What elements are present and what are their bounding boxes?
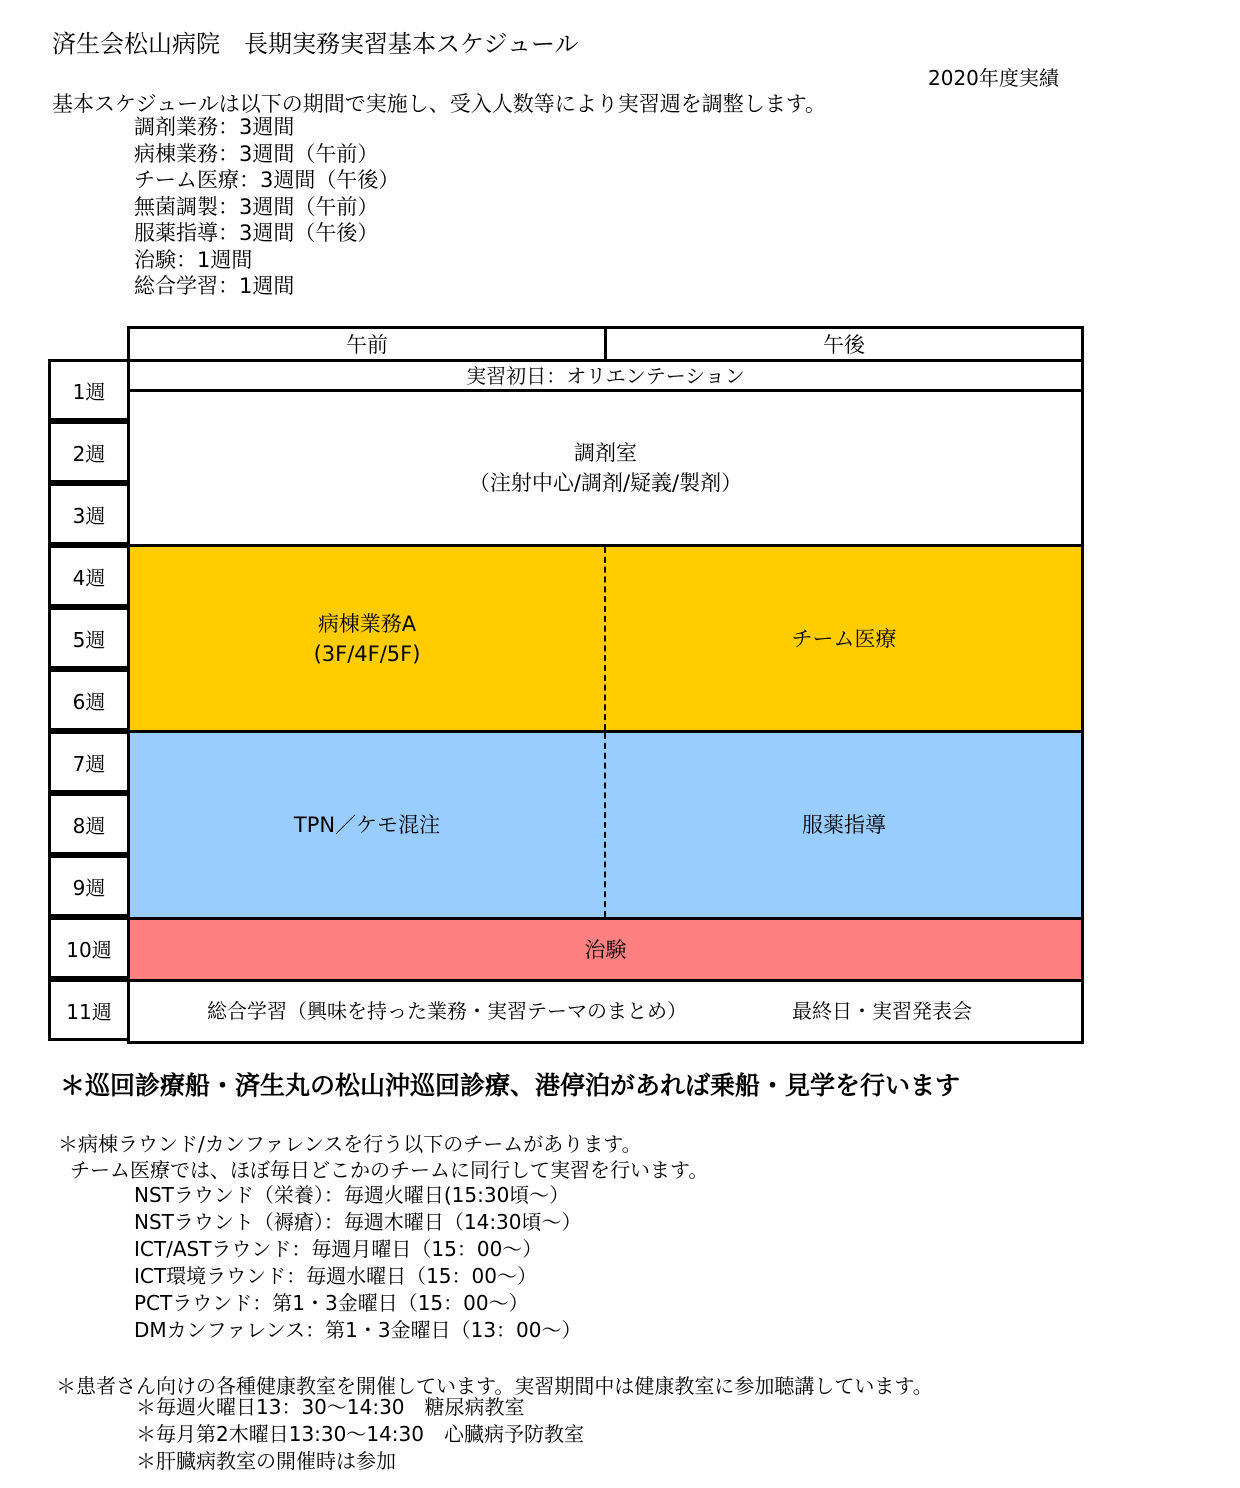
team-item: NSTラウンド（栄養）：毎週火曜日(15:30頃～）	[134, 1183, 570, 1207]
week-label: 1週	[48, 359, 130, 421]
dispensing-block	[127, 389, 1084, 547]
week-label: 7週	[48, 731, 130, 793]
week-label: 11週	[48, 979, 130, 1041]
tpn-cell: TPN／ケモ混注	[293, 813, 441, 837]
health-note: ＊患者さん向けの各種健康教室を開催しています。実習期間中は健康教室に参加聴講しています。	[56, 1374, 933, 1398]
team-item: NSTラウント（褥瘡）：毎週木曜日（14:30頃～）	[134, 1210, 582, 1234]
class-item: ＊毎週火曜日13：30～14:30 糖尿病教室	[136, 1395, 525, 1419]
team-item: PCTラウンド：第1・3金曜日（15：00～）	[134, 1291, 529, 1315]
week-label: 6週	[48, 669, 130, 731]
week-label: 5週	[48, 607, 130, 669]
rounds-note: ＊病棟ラウンド/カンファレンスを行う以下のチームがあります。	[58, 1132, 642, 1156]
general-study-text: 総合学習（興味を持った業務・実習テーマのまとめ）	[207, 999, 687, 1023]
duration-item: 総合学習：1週間	[134, 274, 295, 298]
class-list	[136, 1394, 584, 1475]
col-am-header: 午前	[346, 333, 388, 357]
duration-list	[134, 114, 399, 300]
clinical-trial-cell: 治験	[127, 917, 1084, 982]
dispensing-detail: （注射中心/調剤/疑義/製剤）	[468, 471, 743, 495]
duration-item: 調剤業務：3週間	[134, 115, 295, 139]
team-item: DMカンファレンス：第1・3金曜日（13：00～）	[134, 1318, 582, 1342]
final-day-text: 最終日・実習発表会	[792, 999, 972, 1023]
intro-text: 基本スケジュールは以下の期間で実施し、受入人数等により実習週を調整します。	[52, 92, 827, 116]
team-list	[134, 1182, 582, 1344]
duration-item: 治験：1週間	[134, 247, 253, 272]
week-label: 4週	[48, 545, 130, 607]
team-cell: チーム医療	[791, 626, 897, 651]
duration-item: 病棟業務：3週間（午前）	[134, 141, 379, 166]
rounds-detail: チーム医療では、ほぼ毎日どこかのチームに同行して実習を行います。	[70, 1158, 709, 1182]
duration-item: 無菌調製：3週間（午前）	[134, 194, 379, 219]
col-pm-header: 午後	[823, 333, 865, 357]
ward-title: 病棟業務A	[317, 611, 417, 636]
week-label: 3週	[48, 483, 130, 545]
week-label: 9週	[48, 855, 130, 917]
dispensing-title: 調剤室	[574, 441, 637, 465]
orientation-cell: 実習初日：オリエンテーション	[127, 359, 1084, 392]
year-label: 2020年度実績	[928, 66, 1059, 90]
class-item: ＊肝臓病教室の開催時は参加	[136, 1449, 396, 1473]
am-pm-divider	[604, 547, 606, 730]
duration-item: チーム医療：3週間（午後）	[134, 168, 400, 192]
ship-note: ＊巡回診療船・済生丸の松山沖巡回診療、港停泊があれば乗船・見学を行います	[60, 1071, 961, 1100]
week-label: 10週	[48, 917, 130, 979]
duration-item: 服薬指導：3週間（午後）	[134, 221, 379, 245]
week-label: 2週	[48, 421, 130, 483]
class-item: ＊毎月第2木曜日13:30～14:30 心臓病予防教室	[136, 1422, 584, 1446]
ward-cell	[130, 547, 604, 730]
week-label: 8週	[48, 793, 130, 855]
ward-floors: (3F/4F/5F)	[313, 641, 421, 666]
am-pm-divider	[604, 733, 606, 917]
team-item: ICT環境ラウンド：毎週水曜日（15：00～）	[134, 1264, 537, 1288]
guidance-cell: 服薬指導	[802, 813, 886, 837]
page-title: 済生会松山病院 長期実務実習基本スケジュール	[52, 30, 579, 58]
team-item: ICT/ASTラウンド：毎週月曜日（15：00～）	[134, 1237, 543, 1261]
